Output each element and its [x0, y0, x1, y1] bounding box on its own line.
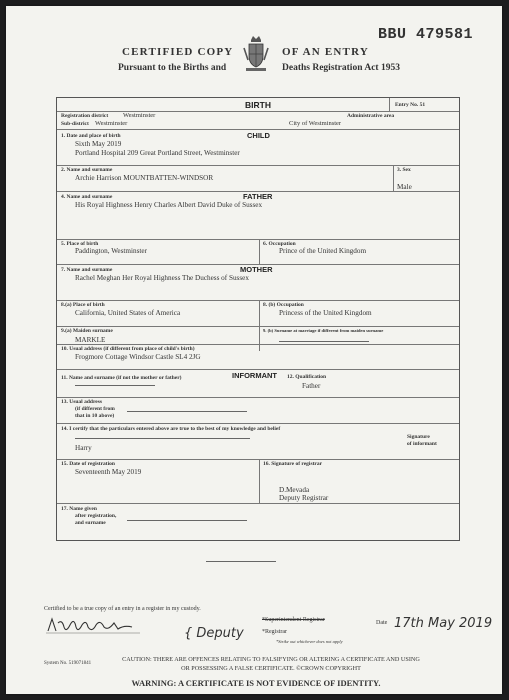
field-8b-value: Princess of the United Kingdom [279, 309, 372, 317]
field-9b-line [279, 341, 369, 342]
form-title: BIRTH [245, 100, 271, 110]
field-9a-value: MARKLE [75, 336, 106, 344]
divider [57, 459, 459, 460]
field-8b-label: 8. (b) Occupation [263, 302, 304, 308]
divider [389, 98, 390, 111]
divider [57, 397, 459, 398]
certificate-sheet [6, 6, 502, 694]
field-4-label: 4. Name and surname [61, 194, 113, 200]
certifying-officer-signature [44, 613, 144, 637]
field-10-label: 10. Usual address (if different from place of child's birth) [61, 346, 195, 352]
field-1-label: 1. Date and place of birth [61, 133, 121, 139]
handwritten-deputy: { Deputy [184, 626, 244, 641]
serial-number: BBU 479581 [378, 26, 474, 43]
field-9a-label: 9.(a) Maiden surname [61, 328, 113, 334]
sub-district-value: Westminster [95, 120, 128, 127]
divider [57, 300, 459, 301]
registration-district-label: Registration district [61, 113, 109, 119]
system-number: System No. 519071841 [44, 661, 92, 666]
divider [57, 326, 459, 327]
field-11-label: 11. Name and surname (if not the mother or father) [61, 375, 182, 381]
informant-section-heading: INFORMANT [232, 371, 277, 380]
sub-district-label: Sub-district [61, 121, 89, 127]
field-9b-label: 9. (b) Surname at marriage if different from maiden surname [263, 328, 384, 333]
header-act: Deaths Registration Act 1953 [282, 63, 400, 73]
divider [57, 111, 459, 112]
field-6-label: 6. Occupation [263, 241, 296, 247]
superintendent-registrar-struck: *Superintendent Registrar [262, 617, 325, 623]
father-section-heading: FATHER [243, 192, 273, 201]
field-10-value: Frogmore Cottage Windsor Castle SL4 2JG [75, 353, 201, 361]
field-16-label: 16. Signature of registrar [263, 461, 323, 467]
field-17-label-3: and surname [75, 520, 106, 526]
field-14-line [75, 438, 250, 439]
field-11-line [75, 385, 155, 386]
administrative-area-label: Administrative area [347, 113, 395, 119]
child-section-heading: CHILD [247, 131, 270, 140]
divider [57, 239, 459, 240]
header-certified-copy: CERTIFIED COPY [122, 46, 234, 58]
registration-district-value: Westminster [123, 112, 156, 119]
divider [259, 459, 260, 503]
field-5-value: Paddington, Westminster [75, 247, 147, 255]
field-2-value: Archie Harrison MOUNTBATTEN-WINDSOR [75, 174, 214, 182]
field-3-value: Male [397, 183, 412, 191]
certified-statement: Certified to be a true copy of an entry in a register in my custody. [44, 606, 201, 612]
field-8a-value: California, United States of America [75, 309, 181, 317]
caution-line-2: OR POSSESSING A FALSE CERTIFICATE. ©CROWN COPYRIGHT [181, 665, 361, 672]
mother-section-heading: MOTHER [240, 265, 273, 274]
royal-crest-icon [242, 34, 270, 74]
administrative-area-value: City of Westminster [289, 120, 342, 127]
field-4-value: His Royal Highness Henry Charles Albert David Duke of Sussex [75, 201, 263, 209]
field-14-label: 14. I certify that the particulars entered above are true to the best of my knowledge and belief [61, 426, 281, 432]
field-13-label-3: that in 10 above) [75, 413, 115, 419]
field-6-value: Prince of the United Kingdom [279, 247, 367, 255]
warning-text: WARNING: A CERTIFICATE IS NOT EVIDENCE OF IDENTITY. [131, 678, 381, 688]
field-15-label: 15. Date of registration [61, 461, 115, 467]
field-17-label: 17. Name given [61, 506, 97, 512]
strike-note: *Strike out whichever does not apply [276, 639, 343, 644]
divider [259, 239, 260, 264]
field-13-label-2: (if different from [75, 406, 115, 412]
separator-rule [206, 561, 276, 562]
field-13-label: 13. Usual address [61, 399, 103, 405]
field-17-line [127, 520, 247, 521]
field-8a-label: 8.(a) Place of birth [61, 302, 105, 308]
field-16-title: Deputy Registrar [279, 494, 329, 502]
divider [57, 423, 459, 424]
field-1-place: Portland Hospital 209 Great Portland Street, Westminster [75, 149, 240, 157]
divider [393, 165, 394, 191]
field-16-name: D.Mevada [279, 486, 310, 494]
field-12-value: Father [302, 382, 321, 390]
signature-informant-label: Signature [407, 434, 430, 440]
handwritten-date: 17th May 2019 [394, 616, 493, 631]
divider [57, 344, 459, 345]
field-13-line [127, 411, 247, 412]
divider [57, 165, 459, 166]
field-15-value: Seventeenth May 2019 [75, 468, 142, 476]
header-of-an-entry: OF AN ENTRY [282, 46, 369, 58]
field-3-label: 3. Sex [397, 167, 411, 173]
field-5-label: 5. Place of birth [61, 241, 99, 247]
divider [57, 129, 459, 130]
entry-number: Entry No. 51 [395, 102, 426, 108]
field-17-label-2: after registration, [75, 513, 117, 519]
field-7-value: Rachel Meghan Her Royal Highness The Duchess of Sussex [75, 274, 249, 282]
field-7-label: 7. Name and surname [61, 267, 113, 273]
field-2-label: 2. Name and surname [61, 167, 113, 173]
field-12-label: 12. Qualification [287, 374, 327, 380]
date-label: Date [376, 620, 388, 626]
registrar-label: *Registrar [262, 629, 287, 635]
birth-entry-form [56, 97, 460, 541]
caution-line-1: CAUTION: THERE ARE OFFENCES RELATING TO FALSIFYING OR ALTERING A CERTIFICATE AND USING [122, 656, 420, 663]
header-pursuant: Pursuant to the Births and [118, 63, 227, 73]
field-1-date: Sixth May 2019 [75, 140, 122, 148]
field-14-value: Harry [75, 444, 92, 452]
signature-informant-label-2: of informant [407, 441, 437, 447]
divider [57, 369, 459, 370]
divider [57, 503, 459, 504]
